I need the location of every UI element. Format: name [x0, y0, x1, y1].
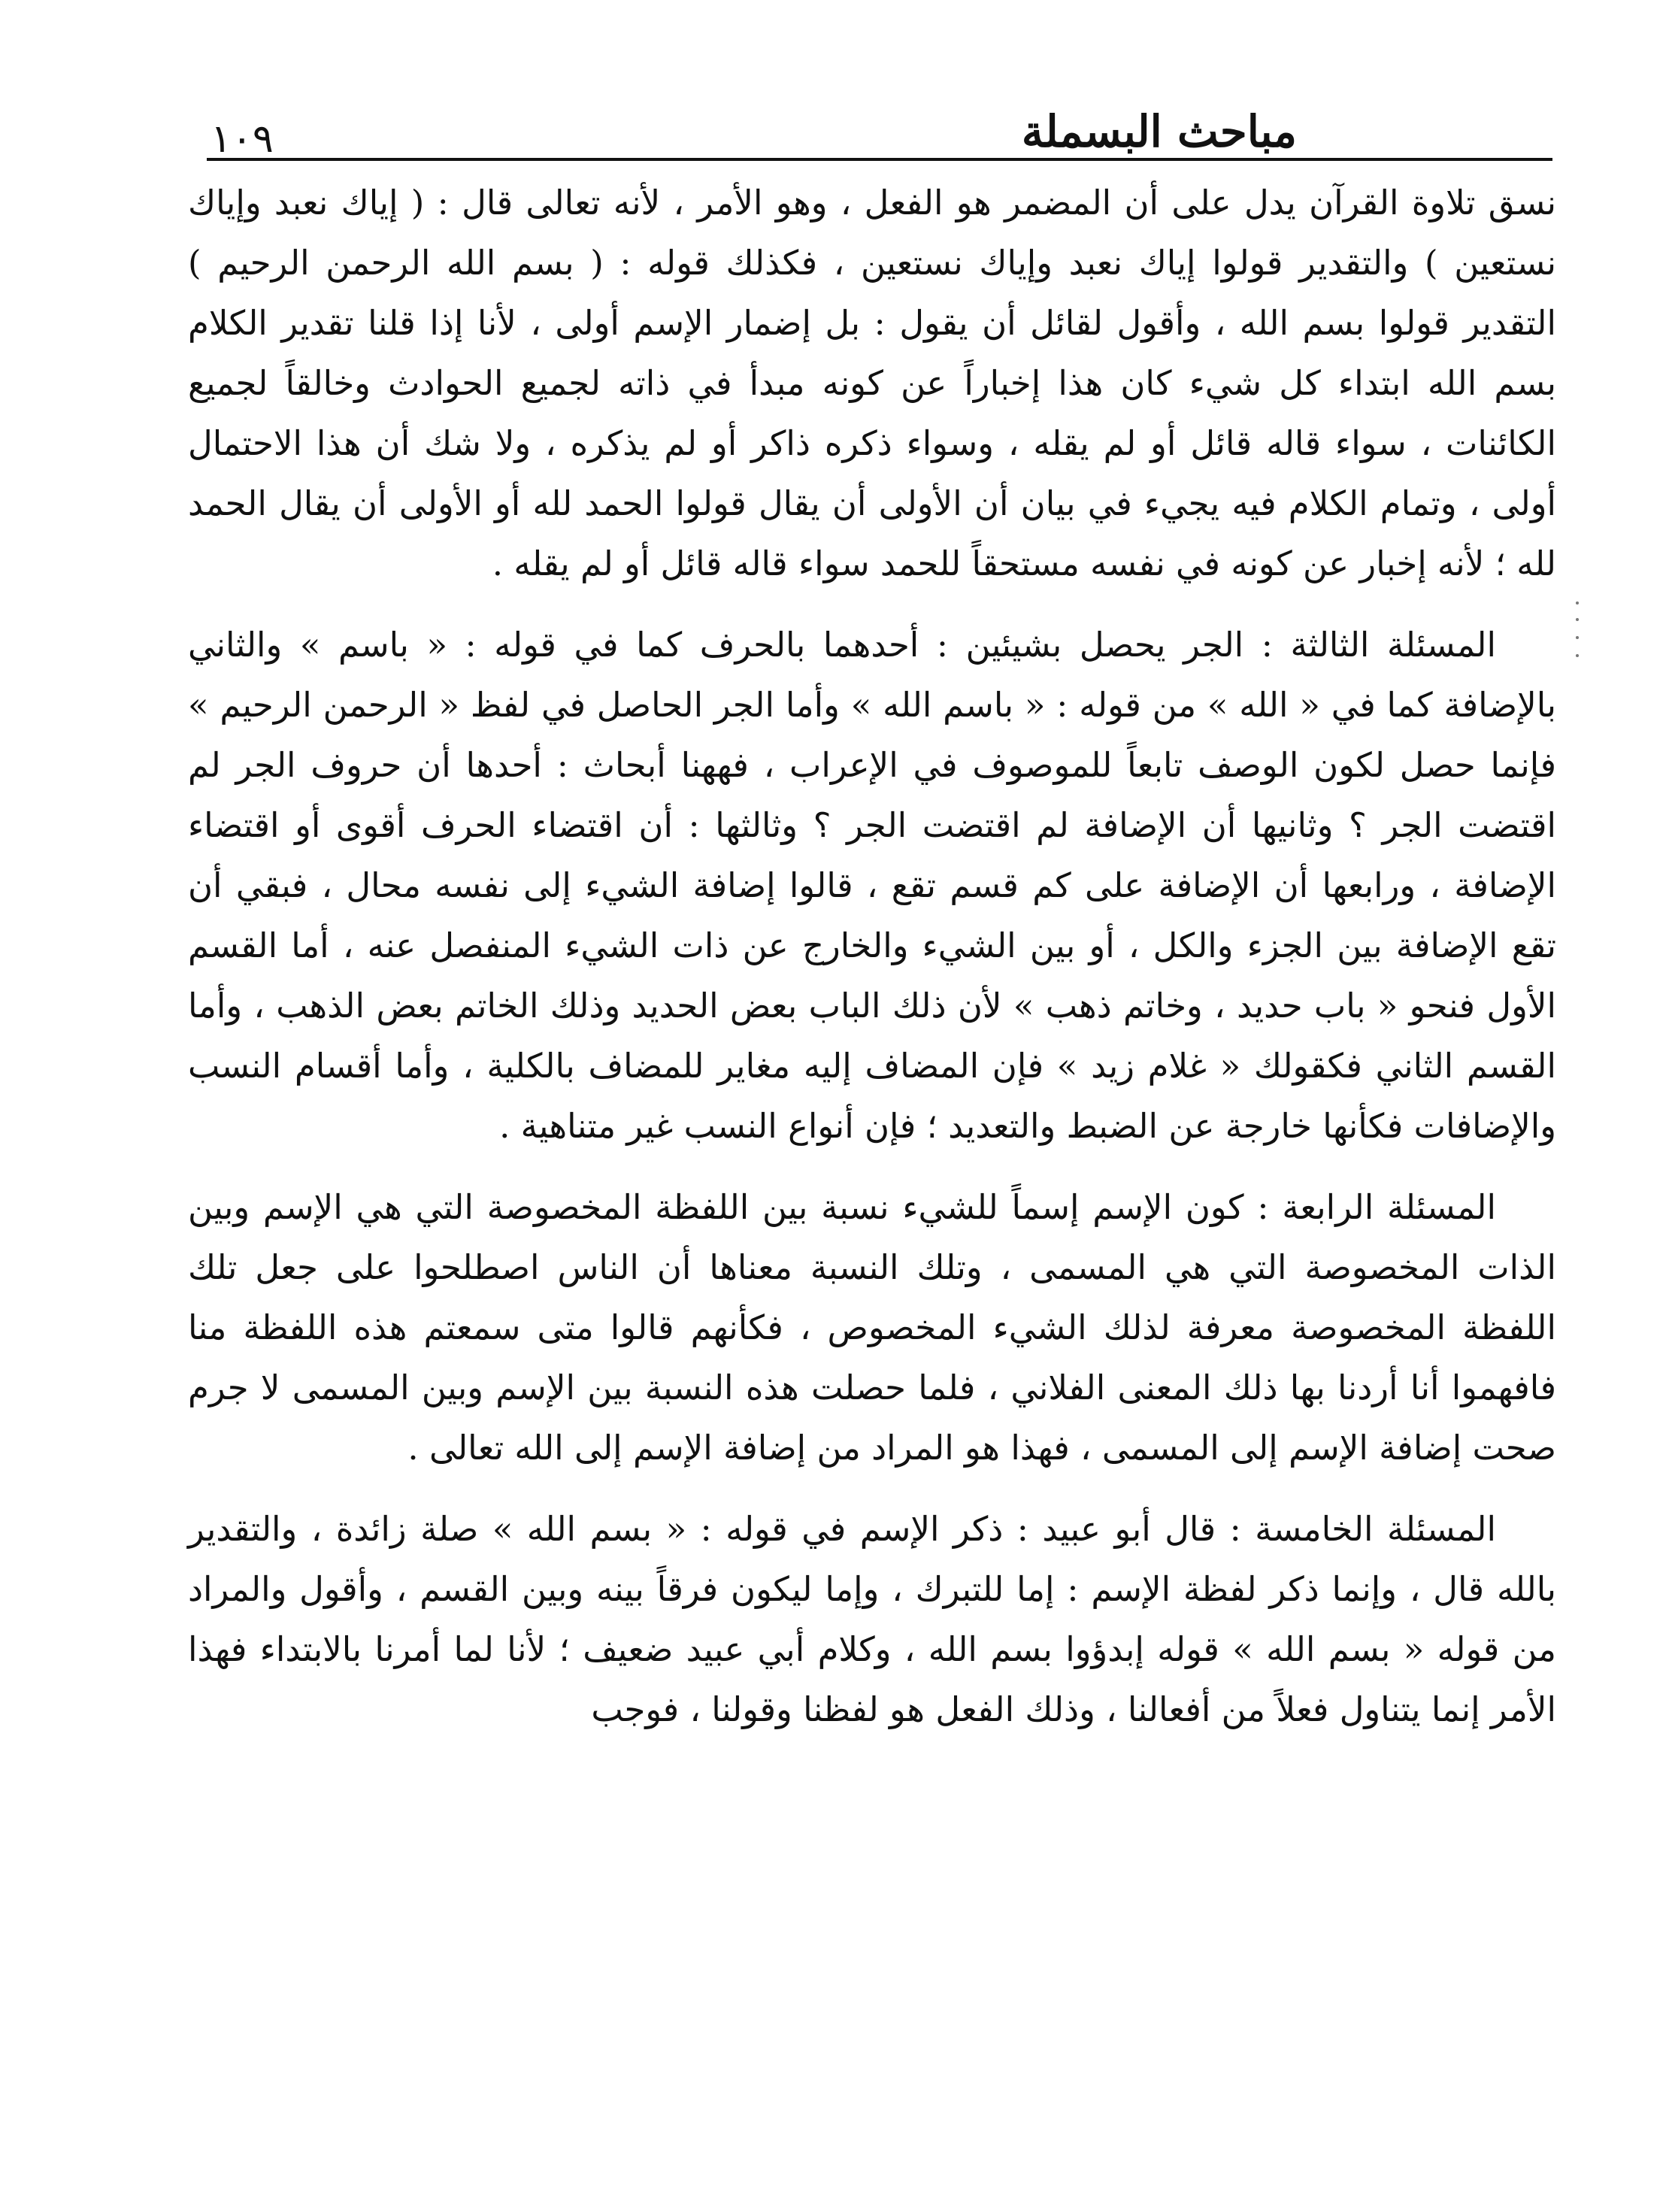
speck: [1576, 654, 1579, 657]
speck: [1576, 636, 1579, 639]
running-title: مباحث البسملة: [1021, 106, 1297, 157]
speck: [1576, 601, 1579, 605]
scan-specks: [1574, 601, 1579, 662]
speck: [1576, 618, 1579, 621]
header-rule: [207, 158, 1552, 161]
body-text: [188, 173, 1556, 1761]
page-header: [207, 90, 1545, 165]
paragraph-masala-4: المسئلة الرابعة : كون الإسم إسماً للشيء نسبة بين اللفظة المخصوصة التي هي الإسم وبين الذات المخصوصة التي هي المسمى ، وتلك النسبة معناها أن الناس اصطلحوا على جعل تلك اللفظة المخصوصة معرفة لذلك الشيء المخصوص ، فكأنهم قالوا متى سمعتم هذه اللفظة منا فافهموا أنا أردنا بها ذلك المعنى الفلاني ، فلما حصلت هذه النسبة بين الإسم وبين المسمى لا جرم صحت إضافة الإسم إلى المسمى ، فهذا هو المراد من إضافة الإسم إلى الله تعالى .: [188, 1187, 1556, 1468]
page-number: ١٠٩: [211, 117, 274, 162]
paragraph-masala-3: المسئلة الثالثة : الجر يحصل بشيئين : أحدهما بالحرف كما في قوله : « باسم » والثاني بالإضافة كما في « الله » من قوله : « باسم الله » وأما الجر الحاصل في لفظ « الرحمن الرحيم » فإنما حصل لكون الوصف تابعاً للموصوف في الإعراب ، فههنا أبحاث : أحدها أن حروف الجر لم اقتضت الجر ؟ وثانيها أن الإضافة لم اقتضت الجر ؟ وثالثها : أن اقتضاء الحرف أقوى أو اقتضاء الإضافة ، ورابعها أن الإضافة على كم قسم تقع ، قالوا إضافة الشيء إلى نفسه محال ، فبقي أن تقع الإضافة بين الجزء والكل ، أو بين الشيء والخارج عن ذات الشيء المنفصل عنه ، أما القسم الأول فنحو « باب حديد ، وخاتم ذهب » لأن ذلك الباب بعض الحديد وذلك الخاتم بعض الذهب ، وأما القسم الثاني فكقولك « غلام زيد » فإن المضاف إليه مغاير للمضاف بالكلية ، وأما أقسام النسب والإضافات فكأنها خارجة عن الضبط والتعديد ؛ فإن أنواع النسب غير متناهية .: [188, 625, 1556, 1146]
paragraph-continuation: نسق تلاوة القرآن يدل على أن المضمر هو الفعل ، وهو الأمر ، لأنه تعالى قال : ( إياك نعبد وإياك نستعين ) والتقدير قولوا إياك نعبد وإياك نستعين ، فكذلك قوله : ( بسم الله الرحمن الرحيم ) التقدير قولوا بسم الله ، وأقول لقائل أن يقول : بل إضمار الإسم أولى ، لأنا إذا قلنا تقدير الكلام بسم الله ابتداء كل شيء كان هذا إخباراً عن كونه مبدأ في ذاته لجميع الحوادث وخالقاً لجميع الكائنات ، سواء قاله قائل أو لم يقله ، وسواء ذكره ذاكر أو لم يذكره ، ولا شك أن هذا الاحتمال أولى ، وتمام الكلام فيه يجيء في بيان أن الأولى أن يقال قولوا الحمد لله أو الأولى أن يقال الحمد لله ؛ لأنه إخبار عن كونه في نفسه مستحقاً للحمد سواء قاله قائل أو لم يقله .: [188, 183, 1556, 583]
paragraph-masala-5: المسئلة الخامسة : قال أبو عبيد : ذكر الإسم في قوله : « بسم الله » صلة زائدة ، والتقدير بالله قال ، وإنما ذكر لفظة الإسم : إما للتبرك ، وإما ليكون فرقاً بينه وبين القسم ، وأقول والمراد من قوله « بسم الله » قوله إبدؤوا بسم الله ، وكلام أبي عبيد ضعيف ؛ لأنا لما أمرنا بالابتداء فهذا الأمر إنما يتناول فعلاً من أفعالنا ، وذلك الفعل هو لفظنا وقولنا ، فوجب: [188, 1509, 1556, 1729]
